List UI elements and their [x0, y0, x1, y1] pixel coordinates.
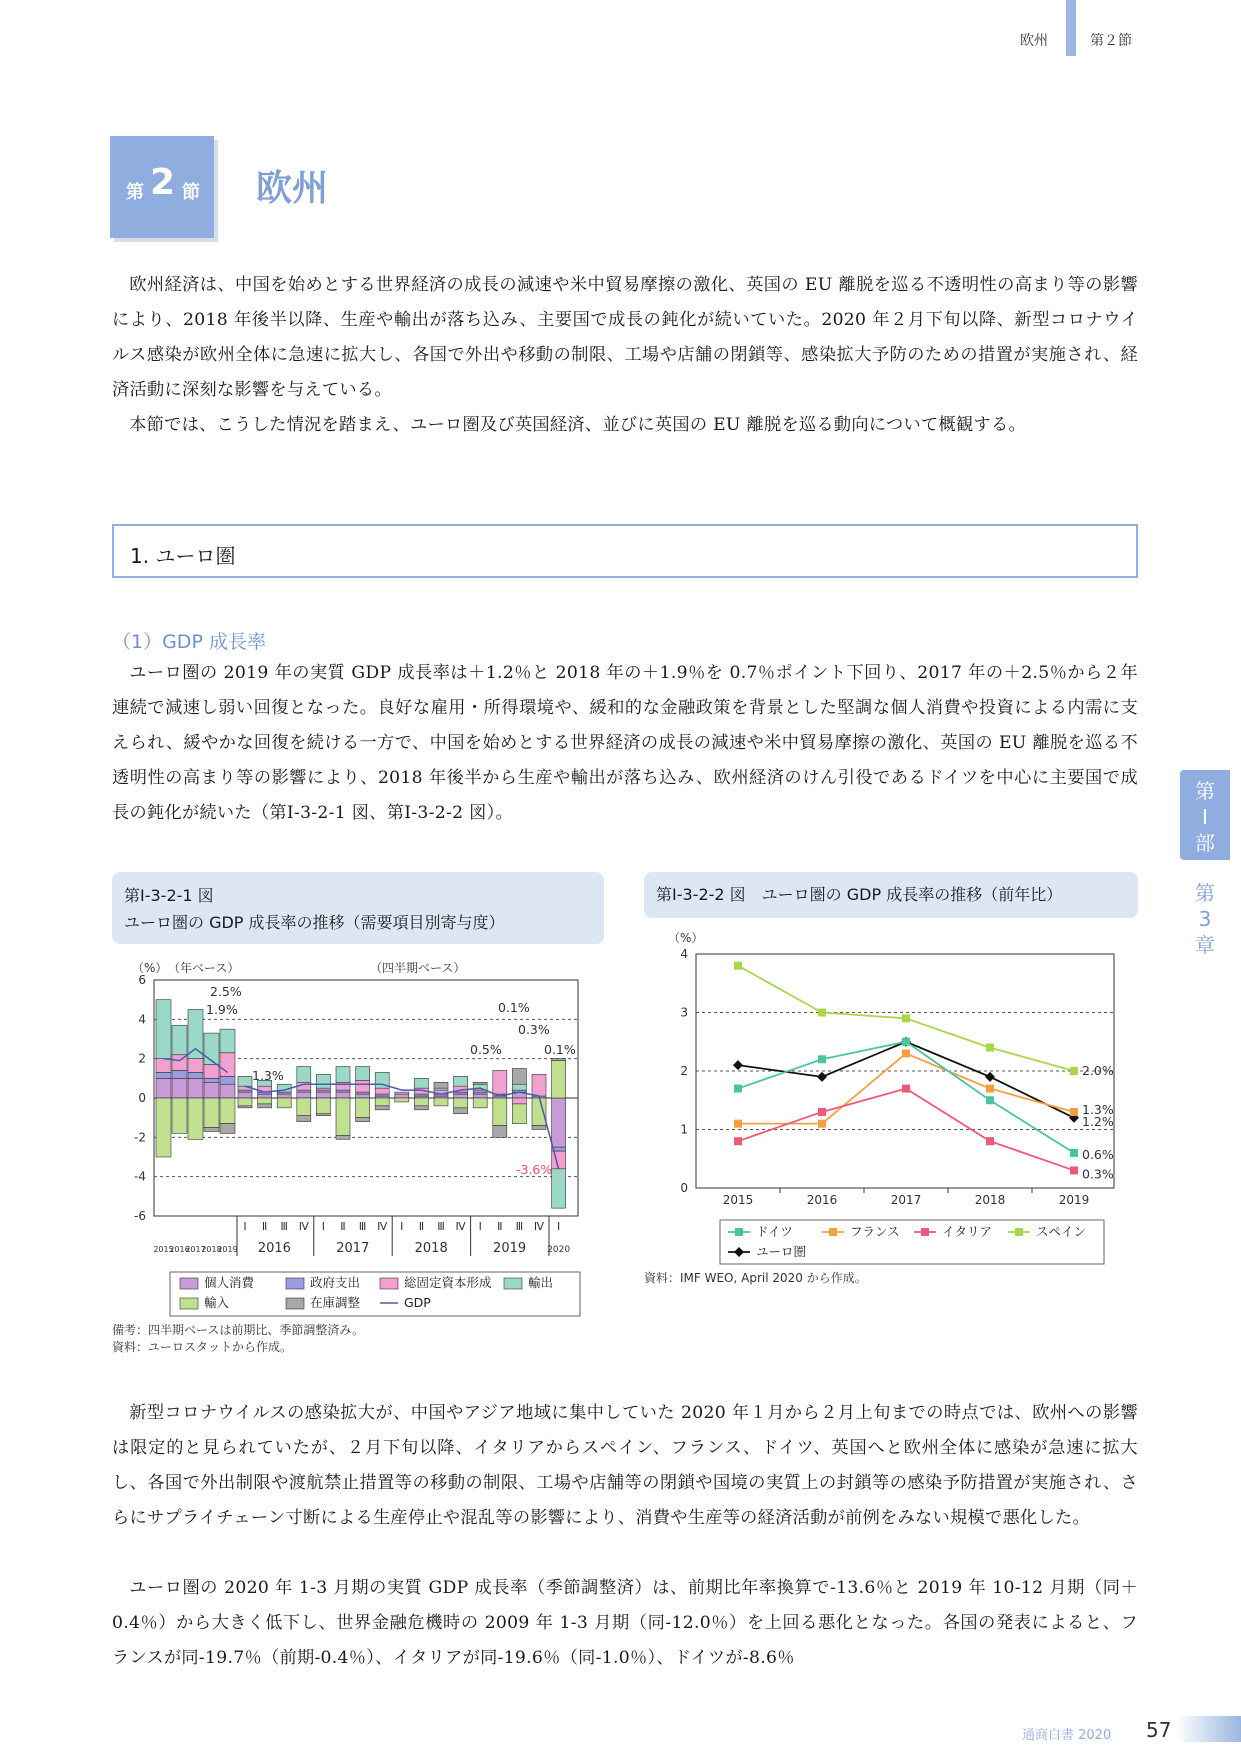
- subsection-heading: 1. ユーロ圏: [130, 544, 236, 568]
- fig1-bar-segment: [156, 1000, 171, 1059]
- fig2-point-marker: [733, 1060, 743, 1070]
- fig2-point-marker: [818, 1009, 826, 1017]
- fig1-x-year-label: 2019: [493, 1241, 527, 1256]
- fig2-x-tick-label: 2016: [806, 1193, 838, 1207]
- fig1-x-annual-label: 2016: [169, 1245, 190, 1254]
- fig2-point-marker: [1070, 1166, 1078, 1174]
- fig2-point-marker: [734, 962, 742, 970]
- fig1-bar-segment: [454, 1076, 468, 1086]
- fig1-quarterly-label: （四半期ベース）: [370, 961, 466, 975]
- fig2-end-label: 2.0%: [1082, 1063, 1114, 1078]
- fig1-x-year-label: 2018: [414, 1241, 448, 1256]
- fig2-point-marker: [818, 1108, 826, 1116]
- fig1-annotation: 0.1%: [544, 1042, 576, 1057]
- fig1-bar-segment: [414, 1106, 428, 1110]
- body-paragraph-2: 新型コロナウイルスの感染拡大が、中国やアジア地域に集中していた 2020 年１月から２月上旬までの時点では、欧州への影響は限定的と見られていたが、２月下旬以降、イタリアからスペイン、フランス、ドイツ、英国へと欧州全体に感染が急速に拡大し、各国で外出制限や渡航禁止措置等の移動の制限、工場や店舗等の閉鎖や国境の実質上の封鎖等の感染予防措置が実施され、さらにサプライチェーン寸断による生産停止や混乱等の影響により、消費や生産等の経済活動が前例をみない規模で悪化した。: [112, 1403, 1138, 1528]
- fig1-bar-segment: [336, 1082, 350, 1090]
- fig1-annotation: 2.5%: [210, 984, 242, 999]
- fig1-bar-segment: [316, 1114, 330, 1116]
- fig1-bar-segment: [277, 1094, 291, 1098]
- fig2-end-label: 1.3%: [1082, 1101, 1114, 1117]
- fig2-unit-label: （%）: [668, 931, 704, 945]
- fig1-unit-label: （%）: [132, 961, 168, 975]
- fig2-end-label: 0.6%: [1082, 1146, 1114, 1162]
- fig1-bar-segment: [258, 1104, 272, 1108]
- fig1-y-tick-label: 6: [138, 973, 146, 987]
- fig1-bar-segment: [493, 1126, 507, 1138]
- fig2-legend-marker: [735, 1228, 743, 1236]
- fig1-annotation: -3.6%: [516, 1162, 553, 1177]
- fig1-bar-segment: [493, 1098, 507, 1126]
- fig2-point-marker: [818, 1055, 826, 1063]
- figure-1-chart: [112, 950, 592, 1320]
- figure-1-title: ユーロ圏の GDP 成長率の推移（需要項目別寄与度）: [124, 913, 505, 932]
- fig1-legend-swatch: [380, 1278, 398, 1289]
- fig1-bar-segment: [258, 1094, 272, 1098]
- fig1-bar-segment: [172, 1098, 187, 1133]
- subsection-heading-box: [112, 524, 1138, 578]
- fig1-y-tick-label: -6: [134, 1209, 146, 1223]
- fig1-bar-segment: [238, 1106, 252, 1108]
- fig1-x-quarter-label: Ⅲ: [280, 1220, 288, 1233]
- fig2-legend-marker: [921, 1228, 929, 1236]
- fig1-bar-segment: [204, 1065, 219, 1079]
- figure-1-note: 備考：四半期ベースは前期比、季節調整済み。: [112, 1323, 365, 1337]
- fig1-bar-segment: [532, 1074, 546, 1096]
- fig1-x-year-label: 2020: [547, 1245, 571, 1255]
- fig1-bar-segment: [356, 1094, 370, 1098]
- fig1-annotation: 0.3%: [518, 1022, 550, 1037]
- fig2-point-marker: [1070, 1067, 1078, 1075]
- body-paragraph-1: ユーロ圏の 2019 年の実質 GDP 成長率は＋1.2％と 2018 年の＋1.9％を 0.7％ポイント下回り、2017 年の＋2.5％から２年連続で減速し弱い回復となった。良好な雇用・所得環境や、緩和的な金融政策を背景とした堅調な個人消費や投資による内需に支えられ、緩やかな回復を続ける一方で、中国を始めとする世界経済の成長の減速や米中貿易摩擦の激化、英国の EU 離脱を巡る不透明性の高まり等の影響により、2018 年後半から生産や輸出が落ち込み、欧州経済のけん引役であるドイツを中心に主要国で成長の鈍化が続いた（第Ⅰ-3-2-1 図、第Ⅰ-3-2-2 図）。: [112, 663, 1138, 823]
- fig1-y-tick-label: 0: [138, 1091, 146, 1105]
- fig2-point-marker: [902, 1085, 910, 1093]
- fig1-x-quarter-label: Ⅰ: [556, 1220, 561, 1233]
- fig1-annotation: 1.3%: [252, 1068, 284, 1083]
- fig1-x-year-label: 2016: [257, 1241, 291, 1256]
- fig2-x-tick-label: 2019: [1058, 1193, 1090, 1207]
- fig2-point-marker: [734, 1085, 742, 1093]
- fig2-x-tick-label: 2015: [722, 1193, 754, 1207]
- fig1-bar-segment: [172, 1078, 187, 1098]
- figure-2-title: 第Ⅰ-3-2-2 図 ユーロ圏の GDP 成長率の推移（前年比）: [656, 885, 1063, 904]
- fig1-y-tick-label: -2: [134, 1130, 146, 1145]
- fig2-legend-label: スペイン: [1036, 1224, 1087, 1239]
- fig1-bar-segment: [156, 1078, 171, 1098]
- fig2-legend-label: ユーロ圏: [756, 1244, 807, 1259]
- fig1-x-quarter-label: Ⅱ: [418, 1220, 425, 1233]
- fig2-point-marker: [985, 1072, 995, 1082]
- fig1-x-quarter-label: Ⅰ: [400, 1220, 404, 1233]
- part-tab-char-3: 部: [1195, 831, 1215, 855]
- fig1-bar-segment: [375, 1106, 389, 1110]
- fig1-legend-swatch: [286, 1278, 304, 1289]
- fig1-bar-segment: [188, 1010, 203, 1059]
- fig1-bar-segment: [414, 1078, 428, 1088]
- fig1-bar-segment: [204, 1128, 219, 1132]
- fig1-bar-segment: [395, 1098, 409, 1102]
- fig1-bar-segment: [512, 1104, 526, 1124]
- fig1-y-tick-label: -4: [134, 1169, 146, 1184]
- fig1-bar-segment: [188, 1098, 203, 1139]
- fig1-bar-segment: [395, 1092, 409, 1094]
- fig1-x-quarter-label: Ⅰ: [243, 1220, 247, 1233]
- fig1-bar-segment: [297, 1116, 311, 1122]
- fig1-bar-segment: [512, 1069, 526, 1085]
- fig1-annotation: 1.9%: [206, 1002, 238, 1017]
- fig1-x-quarter-label: Ⅲ: [515, 1220, 524, 1233]
- fig1-bar-segment: [220, 1124, 235, 1134]
- fig2-legend-marker: [829, 1228, 837, 1236]
- fig1-bar-segment: [454, 1108, 468, 1114]
- fig1-bar-segment: [512, 1098, 526, 1104]
- fig1-x-quarter-label: Ⅰ: [321, 1220, 326, 1233]
- fig2-point-marker: [1070, 1108, 1078, 1116]
- fig1-bar-segment: [552, 1169, 566, 1208]
- fig2-end-label: 0.3%: [1082, 1166, 1114, 1182]
- chapter-tab-char-2: 3: [1198, 907, 1212, 931]
- fig1-bar-segment: [473, 1094, 487, 1098]
- fig2-x-tick-label: 2018: [974, 1193, 1006, 1207]
- fig1-x-quarter-label: Ⅳ: [533, 1220, 545, 1233]
- figure-1-source: 資料：ユーロスタットから作成。: [112, 1340, 293, 1354]
- fig1-x-quarter-label: Ⅳ: [455, 1220, 466, 1233]
- figure-1-number: 第Ⅰ-3-2-1 図: [124, 886, 214, 905]
- intro-paragraph-2: 本節では、こうした情況を踏まえ、ユーロ圏及び英国経済、並びに英国の EU 離脱を巡る動向について概観する。: [129, 415, 1026, 435]
- section-number: 2: [150, 162, 176, 203]
- section-setsu: 節: [182, 182, 200, 203]
- fig2-y-tick-label: 2: [680, 1064, 688, 1078]
- fig2-legend-label: イタリア: [942, 1224, 993, 1239]
- fig1-bar-segment: [220, 1053, 235, 1077]
- fig1-x-quarter-label: Ⅱ: [261, 1220, 268, 1233]
- fig2-point-marker: [986, 1096, 994, 1104]
- fig2-x-tick-label: 2017: [890, 1193, 922, 1207]
- fig1-bar-segment: [297, 1092, 311, 1098]
- fig1-legend-label: GDP: [404, 1295, 431, 1310]
- part-tab-char-1: 第: [1195, 779, 1215, 803]
- fig1-annotation: 0.1%: [498, 1000, 530, 1015]
- fig2-y-tick-label: 4: [680, 947, 688, 961]
- fig1-x-quarter-label: Ⅰ: [478, 1220, 482, 1233]
- fig1-bar-segment: [316, 1092, 330, 1098]
- fig1-bar-segment: [258, 1098, 272, 1104]
- fig1-bar-segment: [297, 1098, 311, 1116]
- fig1-y-tick-label: 2: [138, 1051, 146, 1066]
- sub-subsection-heading: （1）GDP 成長率: [112, 631, 266, 653]
- fig2-y-tick-label: 0: [680, 1181, 688, 1195]
- intro-paragraph-1: 欧州経済は、中国を始めとする世界経済の成長の減速や米中貿易摩擦の激化、英国の EU 離脱を巡る不透明性の高まり等の影響により、2018 年後半以降、生産や輸出が落ち込み、主要国で成長の鈍化が続いていた。2020 年２月下旬以降、新型コロナウイルス感染が欧州全体に急速に拡大し、各国で外出や移動の制限、工場や店舗の閉鎖等、感染拡大予防のための措置が実施され、経済活動に深刻な影響を与えている。: [112, 275, 1138, 400]
- section-dai: 第: [126, 182, 144, 203]
- figure-2-chart: [644, 926, 1138, 1266]
- fig1-bar-segment: [204, 1078, 219, 1082]
- figure-1-header: [112, 872, 604, 944]
- fig1-annotation: 0.5%: [470, 1042, 502, 1057]
- fig2-point-marker: [902, 1014, 910, 1022]
- fig1-legend-label: 総固定資本形成: [404, 1275, 492, 1290]
- fig1-bar-segment: [172, 1025, 187, 1055]
- fig1-legend-label: 政府支出: [310, 1275, 361, 1290]
- fig1-bar-segment: [473, 1082, 487, 1084]
- body-paragraph-3: ユーロ圏の 2020 年 1-3 月期の実質 GDP 成長率（季節調整済）は、前期比年率換算で-13.6％と 2019 年 10-12 月期（同＋0.4％）から大きく低下し、世界金融危機時の 2009 年 1-3 月期（同-12.0％）を上回る悪化となった。各国の発表によると、フランスが同-19.7％（前期-0.4％）、イタリアが同-19.6％（同-1.0％）、ドイツが-8.6％: [112, 1578, 1138, 1668]
- fig1-bar-segment: [375, 1088, 389, 1094]
- fig1-bar-segment: [188, 1059, 203, 1073]
- fig1-bar-segment: [356, 1067, 370, 1081]
- fig1-legend-swatch: [180, 1298, 198, 1309]
- fig1-bar-segment: [336, 1098, 350, 1135]
- fig1-bar-segment: [454, 1094, 468, 1098]
- chapter-tab-char-1: 第: [1195, 881, 1215, 905]
- fig1-bar-segment: [220, 1076, 235, 1084]
- fig1-bar-segment: [356, 1098, 370, 1118]
- fig1-x-quarter-label: Ⅲ: [437, 1220, 445, 1233]
- fig2-point-marker: [734, 1120, 742, 1128]
- fig1-legend-swatch: [180, 1278, 198, 1289]
- footer-publication: 通商白書 2020: [1022, 1728, 1112, 1743]
- fig1-bar-segment: [188, 1078, 203, 1098]
- fig1-legend-label: 在庫調整: [310, 1295, 361, 1310]
- fig1-bar-segment: [220, 1084, 235, 1098]
- fig2-y-tick-label: 1: [680, 1122, 688, 1137]
- header-divider: [1066, 0, 1076, 56]
- fig1-bar-segment: [552, 1061, 566, 1098]
- fig1-bar-segment: [238, 1092, 252, 1098]
- fig1-x-annual-label: 2019: [217, 1245, 238, 1254]
- fig1-y-tick-label: 4: [138, 1012, 146, 1027]
- fig1-bar-segment: [473, 1098, 487, 1108]
- fig1-bar-segment: [375, 1098, 389, 1106]
- fig1-bar-segment: [434, 1082, 448, 1088]
- fig1-x-quarter-label: Ⅳ: [298, 1220, 309, 1233]
- fig1-x-quarter-label: Ⅲ: [358, 1220, 367, 1233]
- fig1-bar-segment: [395, 1094, 409, 1098]
- fig1-bar-segment: [336, 1067, 350, 1083]
- fig1-bar-segment: [316, 1074, 330, 1088]
- fig1-bar-segment: [493, 1070, 507, 1094]
- fig1-legend-label: 輸出: [528, 1275, 554, 1290]
- figure-2-source: 資料：IMF WEO, April 2020 から作成。: [644, 1271, 867, 1285]
- fig1-legend-swatch: [504, 1278, 522, 1289]
- fig1-x-annual-label: 2015: [153, 1245, 174, 1254]
- figure-2-header: [644, 872, 1138, 918]
- header-section-label: 第２節: [1090, 33, 1132, 49]
- fig2-end-label: 1.2%: [1082, 1113, 1114, 1129]
- fig2-legend-label: フランス: [850, 1224, 900, 1239]
- fig1-legend-label: 個人消費: [204, 1275, 255, 1290]
- fig1-bar-segment: [336, 1092, 350, 1098]
- header-chapter-label: 欧州: [1020, 33, 1048, 49]
- fig1-bar-segment: [238, 1098, 252, 1106]
- fig1-bar-segment: [552, 1098, 566, 1147]
- fig1-bar-segment: [204, 1098, 219, 1128]
- fig2-point-marker: [817, 1072, 827, 1082]
- fig1-bar-segment: [532, 1126, 546, 1130]
- fig1-bar-segment: [188, 1072, 203, 1078]
- fig1-x-quarter-label: Ⅱ: [497, 1220, 503, 1233]
- fig1-bar-segment: [512, 1084, 526, 1090]
- fig1-bar-segment: [204, 1082, 219, 1098]
- fig2-point-marker: [986, 1044, 994, 1052]
- fig1-x-year-label: 2017: [336, 1241, 370, 1256]
- part-tab: [1180, 770, 1230, 860]
- fig1-bar-segment: [156, 1072, 171, 1078]
- fig2-point-marker: [902, 1049, 910, 1057]
- fig2-point-marker: [1070, 1149, 1078, 1157]
- fig2-point-marker: [986, 1085, 994, 1093]
- fig1-bar-segment: [172, 1070, 187, 1078]
- fig1-bar-segment: [356, 1080, 370, 1092]
- fig2-legend-label: ドイツ: [756, 1224, 793, 1239]
- section-title: 欧州: [256, 168, 329, 209]
- fig1-x-quarter-label: Ⅱ: [340, 1220, 346, 1233]
- running-header: [1000, 0, 1170, 56]
- fig1-bar-segment: [356, 1118, 370, 1122]
- fig1-annual-label: （年ベース）: [168, 961, 240, 975]
- fig2-legend-marker: [1015, 1228, 1023, 1236]
- fig1-bar-segment: [316, 1098, 330, 1114]
- fig1-bar-segment: [156, 1059, 171, 1073]
- page-number: 57: [1146, 1718, 1172, 1742]
- fig2-point-marker: [734, 1137, 742, 1145]
- footer-accent-bar: [1176, 1716, 1241, 1742]
- fig1-bar-segment: [220, 1098, 235, 1124]
- fig1-bar-segment: [220, 1029, 235, 1053]
- fig1-bar-segment: [297, 1067, 311, 1083]
- fig1-bar-segment: [336, 1135, 350, 1139]
- part-tab-char-2: Ⅰ: [1202, 805, 1208, 829]
- fig2-point-marker: [902, 1038, 910, 1046]
- fig1-legend-swatch: [286, 1298, 304, 1309]
- fig1-bar-segment: [156, 1098, 171, 1157]
- fig1-x-annual-label: 2018: [201, 1245, 222, 1254]
- fig1-bar-segment: [552, 1059, 566, 1061]
- fig1-x-annual-label: 2017: [185, 1245, 206, 1254]
- fig1-bar-segment: [414, 1098, 428, 1106]
- fig1-x-quarter-label: Ⅳ: [377, 1220, 388, 1233]
- chapter-tab-char-3: 章: [1195, 933, 1215, 957]
- fig1-bar-segment: [454, 1098, 468, 1108]
- chapter-tab: [1180, 880, 1230, 970]
- fig2-point-marker: [986, 1137, 994, 1145]
- fig1-bar-segment: [434, 1098, 448, 1106]
- section-number-box: [110, 136, 214, 238]
- fig1-bar-segment: [277, 1098, 291, 1108]
- fig2-point-marker: [818, 1120, 826, 1128]
- fig2-y-tick-label: 3: [680, 1005, 688, 1020]
- fig1-bar-segment: [238, 1076, 252, 1086]
- fig1-legend-label: 輸入: [204, 1295, 230, 1310]
